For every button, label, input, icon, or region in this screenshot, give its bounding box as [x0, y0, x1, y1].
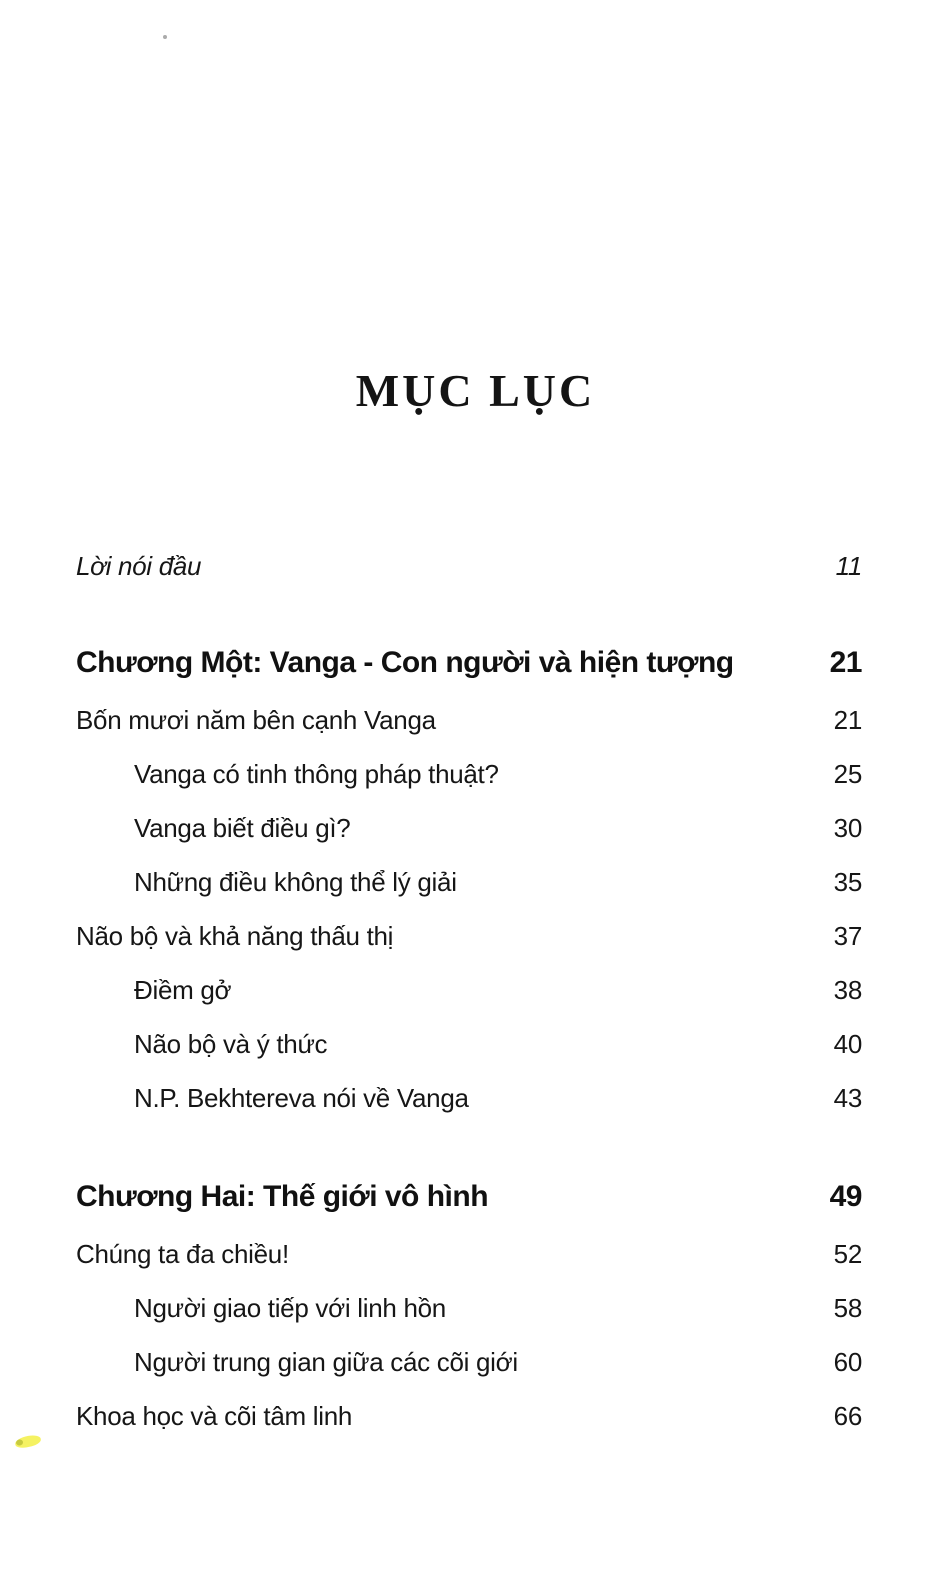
toc-entry-subsection: [76, 972, 862, 1008]
toc-entry-label: N.P. Bekhtereva nói về Vanga: [134, 1083, 469, 1113]
table-of-contents: [76, 550, 862, 1434]
page-title: MỤC LỤC: [355, 365, 596, 416]
toc-entry-page: 58: [833, 1293, 862, 1323]
toc-entry-page: 30: [833, 813, 862, 843]
toc-entry-subsection: [76, 1290, 862, 1326]
toc-entry-chapter: [76, 1176, 862, 1218]
toc-entry-page: 38: [833, 975, 862, 1005]
toc-entry-label: Chương Hai: Thế giới vô hình: [76, 1180, 489, 1213]
toc-entry-page: 40: [833, 1029, 862, 1059]
toc-entry-label: Điềm gở: [134, 975, 232, 1005]
toc-entry-subsection: [76, 1344, 862, 1380]
toc-entry-page: 52: [833, 1239, 862, 1269]
toc-entry-subsection: [76, 756, 862, 792]
toc-entry-subsection: [76, 864, 862, 900]
toc-entry-label: Những điều không thể lý giải: [134, 867, 457, 897]
toc-entry-label: Chương Một: Vanga - Con người và hiện tượng: [76, 646, 734, 679]
toc-entry-label: Bốn mươi năm bên cạnh Vanga: [76, 705, 436, 735]
toc-entry-label: Lời nói đầu: [76, 551, 202, 581]
toc-entry-section: [76, 702, 862, 738]
toc-entry-subsection: [76, 1026, 862, 1062]
toc-entry-page: 60: [833, 1347, 862, 1377]
toc-entry-label: Người giao tiếp với linh hồn: [134, 1293, 446, 1323]
toc-entry-subsection: [76, 810, 862, 846]
toc-entry-section: [76, 1398, 862, 1434]
toc-entry-section: [76, 918, 862, 954]
toc-entry-page: 25: [833, 759, 862, 789]
toc-entry-label: Não bộ và khả năng thấu thị: [76, 921, 394, 951]
toc-entry-page: 66: [833, 1401, 862, 1431]
toc-entry-label: Khoa học và cõi tâm linh: [76, 1401, 353, 1431]
toc-entry-label: Người trung gian giữa các cõi giới: [134, 1347, 518, 1377]
toc-entry-section: [76, 1236, 862, 1272]
toc-entry-page: 21: [829, 646, 862, 679]
toc-entry-page: 21: [833, 705, 862, 735]
toc-entry-label: Vanga có tinh thông pháp thuật?: [134, 759, 499, 789]
toc-entry-label: Não bộ và ý thức: [134, 1029, 328, 1059]
toc-entry-label: Chúng ta đa chiều!: [76, 1239, 289, 1269]
highlighter-mark-tip: [16, 1439, 24, 1446]
scan-speck: [163, 35, 167, 39]
toc-entry-chapter: [76, 642, 862, 684]
toc-entry-page: 49: [829, 1180, 862, 1213]
toc-entry-page: 11: [835, 551, 862, 581]
toc-entry-page: 37: [833, 921, 862, 951]
toc-entry-page: 35: [833, 867, 862, 897]
toc-entry-page: 43: [833, 1083, 862, 1113]
toc-entry-subsection: [76, 1080, 862, 1116]
toc-entry-preface: [76, 550, 862, 582]
highlighter-mark: [14, 1434, 42, 1449]
toc-entry-label: Vanga biết điều gì?: [134, 813, 351, 843]
